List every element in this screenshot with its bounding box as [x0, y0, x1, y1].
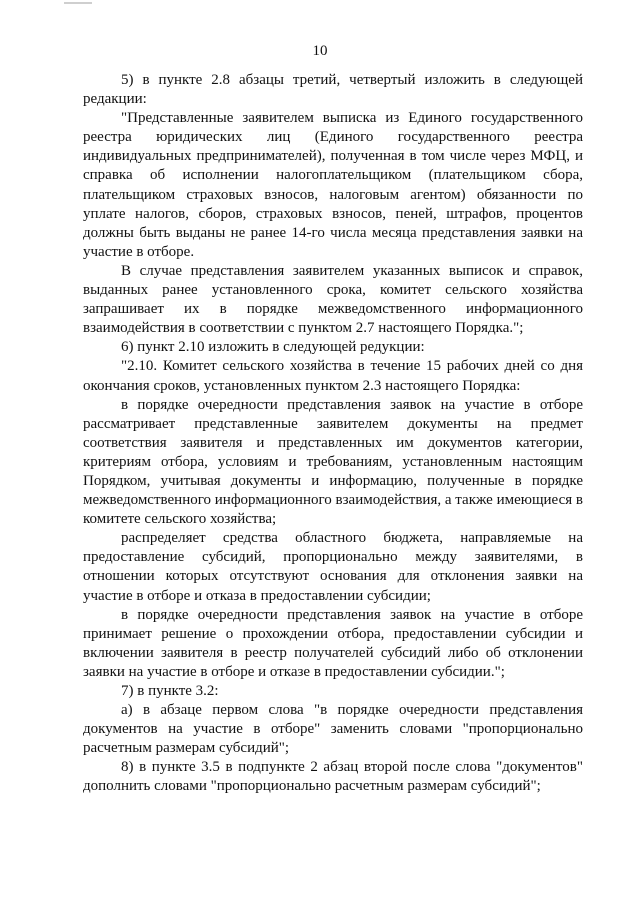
page-number: 10	[312, 43, 328, 59]
paragraph-distribute-funds: распределяет средства областного бюджета, направляемые на предоставление субсидий, пропорционально между заявителями, в отношении которых отсутствуют основания для отклонения заявки на участие в отборе и отказа в предоставлении субсидии;	[83, 530, 583, 604]
paragraph-item-7-a: а) в абзаце первом слова "в порядке очередности представления документов на участие в отборе" заменить словами "пропорционально расчетным размерам субсидий";	[83, 702, 583, 757]
document-body	[83, 71, 583, 797]
paragraph-item-5: 5) в пункте 2.8 абзацы третий, четвертый изложить в следующей редакции:	[83, 72, 583, 108]
paragraph-item-6: 6) пункт 2.10 изложить в следующей редукции:	[121, 339, 425, 356]
paragraph-late-documents-request: В случае представления заявителем указанных выписок и справок, выданных ранее установленного срока, комитет сельского хозяйства запрашивает их в порядке межведомственного информационного взаимодействия в соответствии с пунктом 2.7 настоящего Порядка.";	[83, 262, 583, 337]
paragraph-review-applications: в порядке очередности представления заявок на участие в отборе рассматривает представленные заявителем документы на предмет соответствия заявителя и представленных им документов категории, критериям отбора, условиям и требованиям, установленным настоящим Порядком, учитывая документы и информацию, полученные в порядке межведомственного информационного взаимодействия, а также имеющиеся в комитете сельского хозяйства;	[83, 396, 583, 528]
paragraph-clause-2-10: "2.10. Комитет сельского хозяйства в течение 15 рабочих дней со дня окончания сроков, установленных пунктом 2.3 настоящего Порядка:	[83, 358, 583, 394]
paragraph-selection-decision: в порядке очередности представления заявок на участие в отборе принимает решение о прохождении отбора, предоставлении субсидии и включении заявителя в реестр получателей субсидий либо об отклонении заявки на участие в отборе и отказе в предоставлении субсидии.";	[83, 606, 583, 680]
paragraph-item-7: 7) в пункте 3.2:	[121, 683, 219, 699]
paragraph-quoted-extract-requirements: "Представленные заявителем выписка из Единого государственного реестра юридических лиц (Единого государственного реестра индивидуальных предпринимателей), полученная в том числе через МФЦ, и справка об исполнении налогоплательщиком (плательщиком сбора, плательщиком страховых взносов, налоговым агентом) обязанности по уплате налогов, сборов, страховых взносов, пеней, штрафов, процентов должны быть выданы не ранее 14-го числа месяца представления заявки на участие в отборе.	[83, 110, 583, 260]
scan-edge-mark	[64, 2, 92, 4]
paragraph-item-8: 8) в пункте 3.5 в подпункте 2 абзац второй после слова "документов" дополнить словами "пропорционально расчетным размерам субсидий";	[83, 759, 583, 795]
